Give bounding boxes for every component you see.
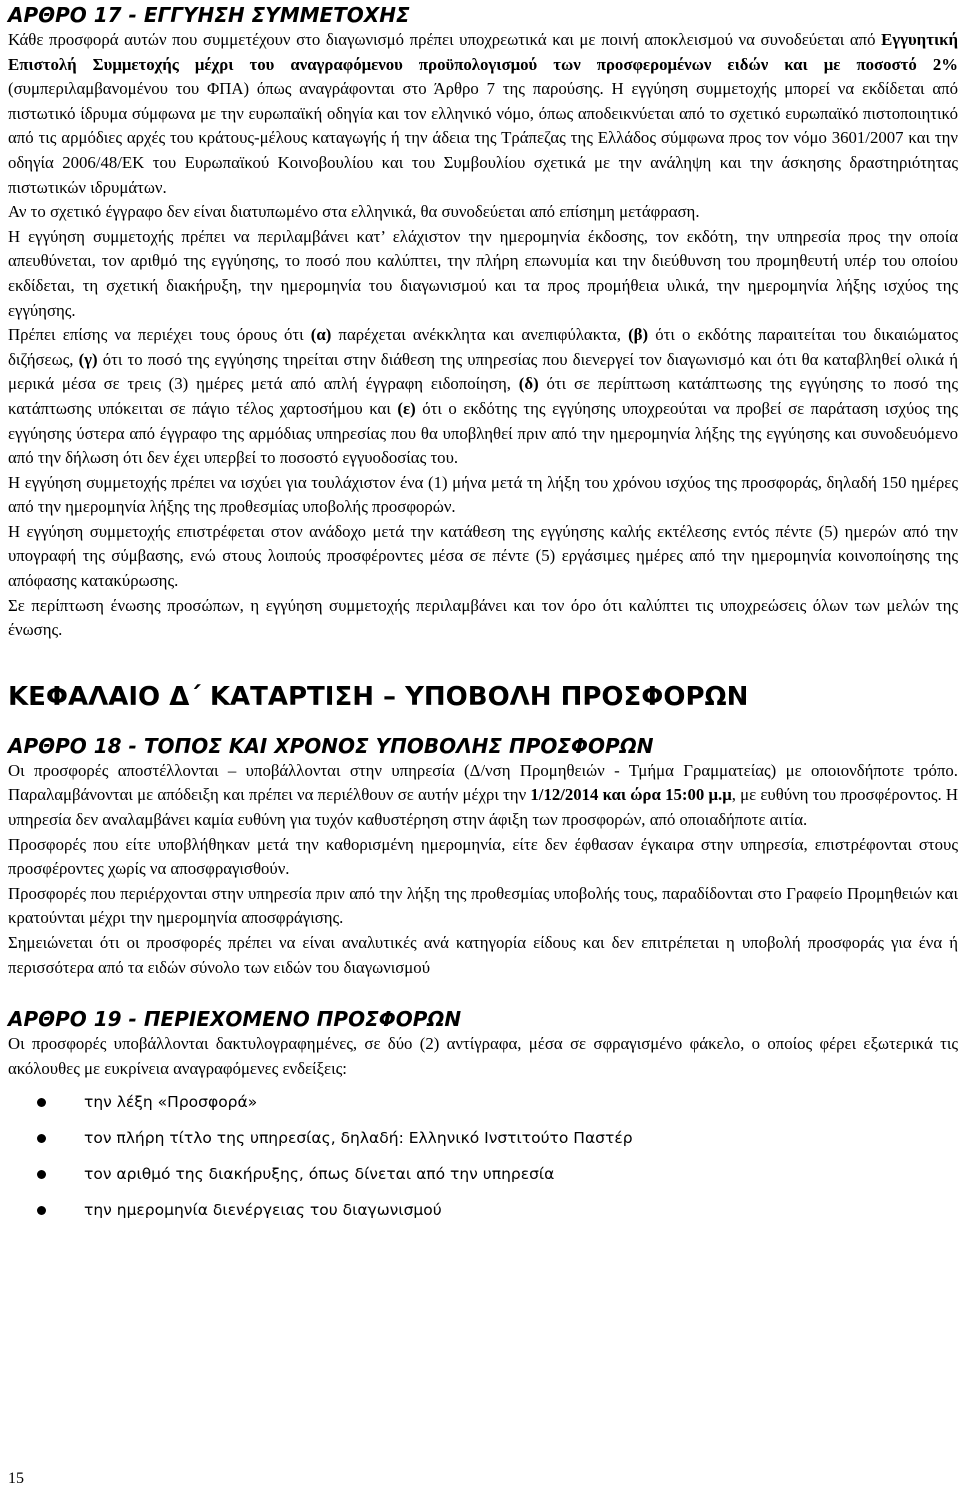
article-18-paragraph-1 <box>8 759 958 833</box>
text-run: Η εγγύηση συμμετοχής μπορεί να εκδίδεται από πιστωτικό ίδρυμα σύμφωνα με την ευρωπαϊκή οδηγία και τον ελληνικό νόμο, όπως αποδεικνύεται από το σχετικό ευρωπαϊκό πιστοποιητικό από τις αρμόδιες αρχές του κράτους-μέλους καταγωγής ή την άδεια της Τράπεζας της Ελλάδος σύμφωνα προς τον νόμο 3601/2007 και την οδηγία 2006/48/ΕΚ του Ευρωπαϊκού Κοινοβουλίου και του Συμβουλίου σχετικά με την ανάληψη και την άσκησης δραστηριότητας πιστωτικών ιδρυμάτων. <box>8 79 958 197</box>
list-item <box>8 1123 958 1159</box>
text-run: Κάθε προσφορά αυτών που συμμετέχουν στο διαγωνισμό πρέπει υποχρεωτικά και με ποινή αποκλεισμού να συνοδεύεται από <box>8 30 882 49</box>
article-17-title: ΑΡΘΡΟ 17 - ΕΓΓΥΗΣΗ ΣΥΜΜΕΤΟΧΗΣ <box>8 3 410 27</box>
list-item <box>8 1195 958 1231</box>
page-number: 15 <box>8 1470 24 1487</box>
article-18-paragraph-2: Προσφορές που είτε υποβλήθηκαν μετά την καθορισμένη ημερομηνία, είτε δεν έφθασαν έγκαιρα στην υπηρεσία, επιστρέφονται στους προσφέροντες χωρίς να αποσφραγισθούν. <box>8 834 958 879</box>
bold-run: (β) <box>628 325 649 345</box>
document-body <box>8 2 958 1231</box>
article-17-paragraph-7: Σε περίπτωση ένωσης προσώπων, η εγγύηση συμμετοχής περιλαμβάνει και τον όρο ότι καλύπτει τις υποχρεώσεις όλων των μελών της ένωσης. <box>8 595 958 640</box>
article-17-paragraph-4 <box>8 323 958 471</box>
list-item <box>8 1087 958 1123</box>
text-run: ότι ο εκδότης της εγγύησης υποχρεούται να προβεί σε παράταση ισχύος της εγγύησης ύστερα από έγγραφο της αρμόδιας υπηρεσίας που θα υποβληθεί πριν από την ημερομηνία λήξης της εγγύησης και συνοδευόμενο από την δήλωση ότι δεν έχει υπερβεί το ποσοστό εγγυοδοσίας του. <box>8 398 959 468</box>
list-item-text: την ημερομηνία διενέργειας του διαγωνισμού <box>84 1201 442 1220</box>
article-17-paragraph-3: Η εγγύηση συμμετοχής πρέπει να περιλαμβάνει κατ’ ελάχιστον την ημερομηνία έκδοσης, τον εκδότη, την υπηρεσία προς την οποία απευθύνεται, τον αριθμό της εγγύησης, το ποσό που καλύπτει, την πλήρη επωνυμία και την διεύθυνση του προμηθευτή υπέρ του οποίου εκδίδεται, τη σχετική διακήρυξη, την ημερομηνία του διαγωνισμού και τα προς προμήθεια υλικά, την ημερομηνία λήξης ισχύος της εγγύησης. <box>8 226 958 320</box>
article-19-list <box>8 1087 958 1231</box>
list-item-text: την λέξη «Προσφορά» <box>84 1093 258 1112</box>
bold-run: Εγγυητική Επιστολή Συμμετοχής μέχρι του αναγραφόμενου προϋπολογισμού των προσφερομένων ειδών και με ποσοστό 2% <box>8 30 958 74</box>
text-run: Πρέπει επίσης να περιέχει τους όρους ότι <box>8 325 311 345</box>
chapter-d-title: ΚΕΦΑΛΑΙΟ Δ΄ ΚΑΤΑΡΤΙΣΗ – ΥΠΟΒΟΛΗ ΠΡΟΣΦΟΡΩΝ <box>8 681 749 712</box>
article-19-title: ΑΡΘΡΟ 19 - ΠΕΡΙΕΧΟΜΕΝΟ ΠΡΟΣΦΟΡΩΝ <box>8 1007 462 1032</box>
text-run: ότι ο εκδότης παραιτείται του δικαιώματος διζήσεως, <box>8 325 958 369</box>
list-item <box>8 1159 958 1195</box>
article-18-paragraph-4: Σημειώνεται ότι οι προσφορές πρέπει να είναι αναλυτικές ανά κατηγορία είδους και δεν επιτρέπεται η υποβολή προσφοράς για ένα ή περισσότερα από τα ειδών σύνολο των ειδών του διαγωνισμού <box>8 933 958 977</box>
bullet-icon <box>37 1206 46 1215</box>
bullet-icon <box>37 1134 46 1143</box>
article-17-paragraph-5: Η εγγύηση συμμετοχής πρέπει να ισχύει για τουλάχιστον ένα (1) μήνα μετά τη λήξη του χρόνου ισχύος της προσφοράς, δηλαδή 150 ημέρες από την ημερομηνία λήξης της προθεσμίας υποβολής προσφορών. <box>8 472 958 517</box>
article-19-paragraph-1: Οι προσφορές υποβάλλονται δακτυλογραφημένες, σε δύο (2) αντίγραφα, μέσα σε σφραγισμένο φάκελο, ο οποίος φέρει εξωτερικά τις ακόλουθες με ευκρίνεια αναγραφόμενες ενδείξεις: <box>8 1034 958 1078</box>
bold-run: 1/12/2014 και ώρα 15:00 μ.μ <box>530 785 732 805</box>
article-17-paragraph-1 <box>8 28 958 200</box>
list-item-text: τον αριθμό της διακήρυξης, όπως δίνεται από την υπηρεσία <box>84 1165 555 1184</box>
article-18-title: ΑΡΘΡΟ 18 - ΤΟΠΟΣ ΚΑΙ ΧΡΟΝΟΣ ΥΠΟΒΟΛΗΣ ΠΡΟΣΦΟΡΩΝ <box>8 733 654 758</box>
text-run: ότι σε περίπτωση κατάπτωσης της εγγύησης το ποσό της κατάπτωσης υπόκειται σε πάγιο τέλος χαρτοσήμου και <box>8 374 958 418</box>
text-run: , με ευθύνη του προσφέροντος. Η υπηρεσία δεν αναλαμβάνει καμία ευθύνη για τυχόν καθυστέρηση στην άφιξη των προσφορών, από οποιαδήποτε αιτία. <box>8 785 958 830</box>
text-run: (συμπεριλαμβανομένου του ΦΠΑ) όπως αναγράφονται στο Άρθρο 7 της παρούσης. <box>8 79 604 99</box>
text-run: ότι το ποσό της εγγύησης τηρείται στην διάθεση της υπηρεσίας που διενεργεί τον διαγωνισμό και ότι θα καταβληθεί ολικά ή μερικά μέσα σε τρεις (3) ημέρες μετά από απλή έγγραφη ειδοποίηση, <box>8 349 958 394</box>
list-item-text: τον πλήρη τίτλο της υπηρεσίας, δηλαδή: Ελληνικό Ινστιτούτο Παστέρ <box>84 1129 633 1148</box>
text-run: παρέχεται ανέκκλητα και ανεπιφύλακτα, <box>331 325 629 345</box>
article-17-paragraph-6: Η εγγύηση συμμετοχής επιστρέφεται στον ανάδοχο μετά την κατάθεση της εγγύησης καλής εκτέλεσης εντός πέντε (5) ημερών από την υπογραφή της σύμβασης, ενώ στους λοιπούς προσφέροντες μέσα σε πέντε (5) εργάσιμες ημέρες από την ημερομηνία κοινοποίησης της απόφασης κατακύρωσης. <box>8 521 958 591</box>
bullet-icon <box>37 1170 46 1179</box>
bold-run: (δ) <box>518 374 539 394</box>
bold-run: (γ) <box>78 349 98 369</box>
bold-run: (α) <box>310 325 332 345</box>
article-18-paragraph-3: Προσφορές που περιέρχονται στην υπηρεσία πριν από την λήξη της προθεσμίας υποβολής τους, παραδίδονται στο Γραφείο Προμηθειών και κρατούνται μέχρι την ημερομηνία αποσφράγισης. <box>8 883 958 928</box>
bullet-icon <box>37 1098 46 1107</box>
article-17-paragraph-2: Αν το σχετικό έγγραφο δεν είναι διατυπωμένο στα ελληνικά, θα συνοδεύεται από επίσημη μετάφραση. <box>8 202 700 222</box>
bold-run: (ε) <box>397 398 416 418</box>
text-run: Οι προσφορές αποστέλλονται – υποβάλλονται στην υπηρεσία (Δ/νση Προμηθειών - Τμήμα Γραμματείας) με οποιονδήποτε τρόπο. Παραλαμβάνονται με απόδειξη και πρέπει να περιέλθουν σε αυτήν μέχρι την <box>8 760 958 805</box>
